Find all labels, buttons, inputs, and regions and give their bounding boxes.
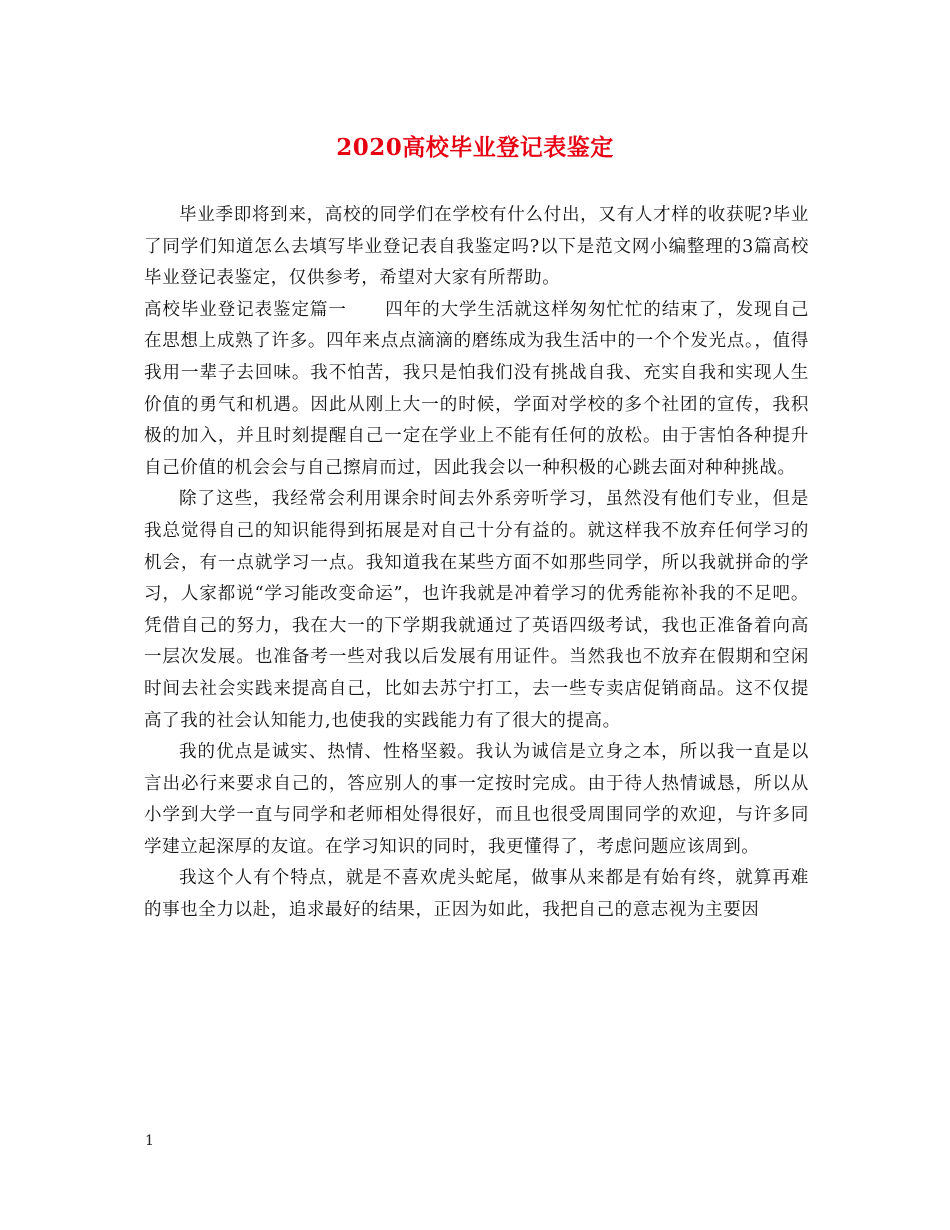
body-paragraph-3: 我这个人有个特点，就是不喜欢虎头蛇尾，做事从来都是有始有终，就算再难的事也全力以赴，追求最好的结果，正因为如此，我把自己的意志视为主要因 bbox=[144, 868, 809, 921]
body-paragraph-1: 除了这些，我经常会利用课余时间去外系旁听学习，虽然没有他们专业，但是我总觉得自己的知识能得到拓展是对自己十分有益的。就这样我不放弃任何学习的机会，有一点就学习一点。我知道我在某些方面不如那些同学，所以我就拼命的学习，人家都说“学习能改变命运”，也许我就是冲着学习的优秀能祢补我的不足吧。凭借自己的努力，我在大一的下学期我就通过了英语四级考试，我也正准备着向高一层次发展。也准备考一些对我以后发展有用证件。当然我也不放弃在假期和空闲时间去社会实践来提高自己，比如去苏宁打工，去一些专卖店促销商品。这不仅提高了我的社会认知能力,也使我的实践能力有了很大的提高。 bbox=[144, 489, 809, 731]
section-heading: 高校毕业登记表鉴定篇一 bbox=[144, 299, 347, 320]
intro-paragraph: 毕业季即将到来，高校的同学们在学校有什么付出，又有人才样的收获呢?毕业了同学们知道怎么去填写毕业登记表自我鉴定吗?以下是范文网小编整理的3篇高校毕业登记表鉴定，仅供参考，希望对大家有所帮助。 bbox=[144, 205, 809, 289]
section-first-text: 四年的大学生活就这样匆匆忙忙的结束了，发现自己在思想上成熟了许多。四年来点点滴滴的磨练成为我生活中的一个个发光点。，值得我用一辈子去回味。我不怕苦，我只是怕我们没有挑战自我、充实自我和实现人生价值的勇气和机遇。因此从刚上大一的时候，学面对学校的多个社团的宣传，我积极的加入，并且时刻提醒自己一定在学业上不能有任何的放松。由于害怕各种提升自己价值的机会会与自己擦肩而过，因此我会以一种积极的心跳去面对种种挑战。 bbox=[144, 299, 809, 478]
document-body bbox=[144, 200, 809, 927]
section-one-paragraph bbox=[144, 295, 809, 485]
page-number: 1 bbox=[145, 1133, 154, 1149]
document-title: 2020高校毕业登记表鉴定 bbox=[336, 134, 614, 161]
body-paragraph-2: 我的优点是诚实、热情、性格坚毅。我认为诚信是立身之本，所以我一直是以言出必行来要求自己的，答应别人的事一定按时完成。由于待人热情诚恳，所以从小学到大学一直与同学和老师相处得很好，而且也很受周围同学的欢迎，与许多同学建立起深厚的友谊。在学习知识的同时，我更懂得了，考虑问题应该周到。 bbox=[144, 742, 809, 857]
